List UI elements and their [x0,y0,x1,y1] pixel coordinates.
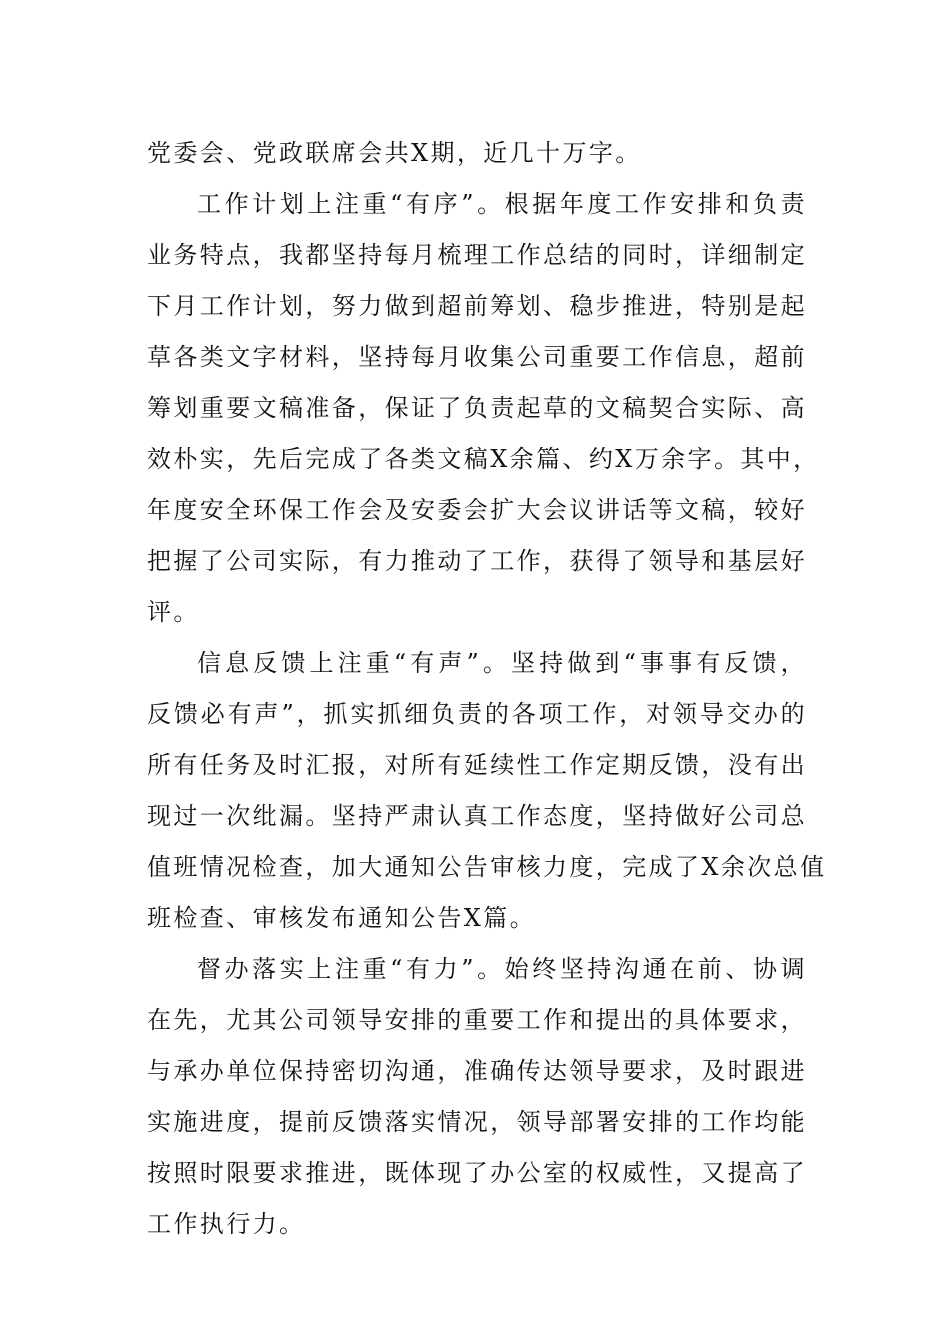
paragraph-line: 筹划重要文稿准备，保证了负责起草的文稿契合实际、高 [147,394,807,422]
paragraph-line: 年度安全环保工作会及安委会扩大会议讲话等文稿，较好 [147,496,807,524]
paragraph-line: 在先，尤其公司领导安排的重要工作和提出的具体要求， [147,1006,807,1034]
paragraph-first-line: 信息反馈上注重“有声”。坚持做到“事事有反馈， [197,649,807,677]
paragraph-line: 按照时限要求推进，既体现了办公室的权威性，又提高了 [147,1159,807,1187]
document-body [147,128,827,1250]
paragraph-line: 把握了公司实际，有力推动了工作，获得了领导和基层好 [147,547,807,575]
paragraph-first-line: 工作计划上注重“有序”。根据年度工作安排和负责 [197,190,807,218]
paragraph-line: 所有任务及时汇报，对所有延续性工作定期反馈，没有出 [147,751,807,779]
paragraph-line: 效朴实，先后完成了各类文稿X余篇、约X万余字。其中， [147,445,820,473]
paragraph-line: 草各类文字材料，坚持每月收集公司重要工作信息，超前 [147,343,807,371]
paragraph-line: 与承办单位保持密切沟通，准确传达领导要求，及时跟进 [147,1057,807,1085]
paragraph-line: 现过一次纰漏。坚持严肃认真工作态度，坚持做好公司总 [147,802,807,830]
paragraph-first-line: 督办落实上注重“有力”。始终坚持沟通在前、协调 [197,955,807,983]
paragraph-line: 业务特点，我都坚持每月梳理工作总结的同时，详细制定 [147,241,807,269]
paragraph-line: 工作执行力。 [147,1210,306,1238]
paragraph-line: 班检查、审核发布通知公告X篇。 [147,904,537,932]
paragraph-line: 党委会、党政联席会共X期，近几十万字。 [147,139,642,167]
paragraph-line: 实施进度，提前反馈落实情况，领导部署安排的工作均能 [147,1108,807,1136]
paragraph-line: 下月工作计划，努力做到超前筹划、稳步推进，特别是起 [147,292,807,320]
paragraph-line: 值班情况检查，加大通知公告审核力度，完成了X余次总值 [147,853,827,881]
paragraph-line: 反馈必有声”，抓实抓细负责的各项工作，对领导交办的 [147,700,807,728]
paragraph-line: 评。 [147,598,200,626]
